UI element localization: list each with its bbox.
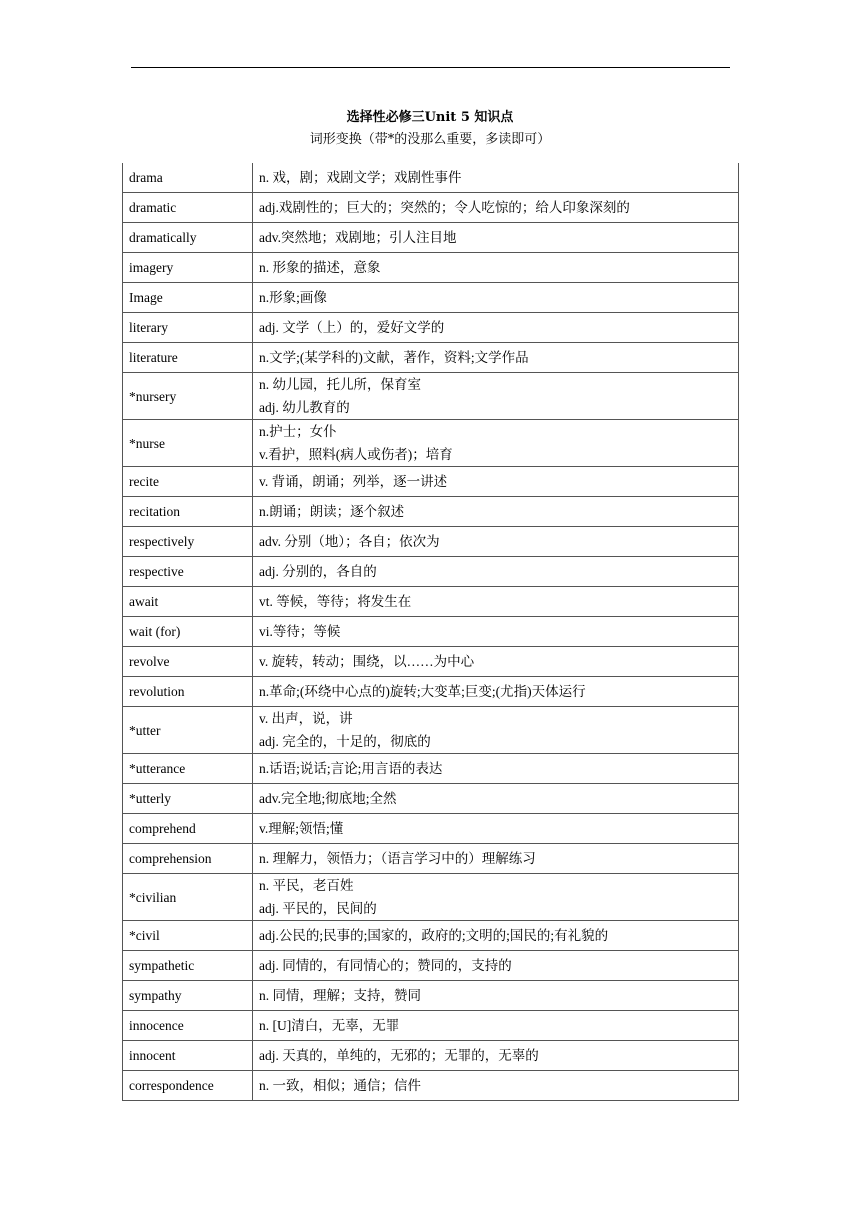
table-row bbox=[123, 921, 739, 951]
definition-line: n. 同情，理解；支持，赞同 bbox=[259, 988, 421, 1003]
word-cell: revolution bbox=[123, 677, 253, 707]
word-cell: recite bbox=[123, 467, 253, 497]
definition-line: adj. 文学（上）的，爱好文学的 bbox=[259, 320, 445, 335]
table-row bbox=[123, 163, 739, 193]
table-row bbox=[123, 981, 739, 1011]
table-row bbox=[123, 557, 739, 587]
definition-cell bbox=[253, 814, 739, 844]
word-cell: comprehend bbox=[123, 814, 253, 844]
definition-line: n. 幼儿园，托儿所，保育室 bbox=[259, 377, 421, 392]
vocabulary-table-body bbox=[123, 163, 739, 1101]
definition-cell bbox=[253, 497, 739, 527]
definition-line: v.理解;领悟;懂 bbox=[259, 821, 344, 836]
table-row bbox=[123, 420, 739, 467]
table-row bbox=[123, 814, 739, 844]
table-row bbox=[123, 497, 739, 527]
definition-cell bbox=[253, 223, 739, 253]
definition-line: vi.等待；等候 bbox=[259, 624, 341, 639]
document-title: 选择性必修三Unit 5 知识点 bbox=[346, 110, 514, 125]
word-cell: Image bbox=[123, 283, 253, 313]
definition-line: n. 形象的描述，意象 bbox=[259, 260, 381, 275]
table-row bbox=[123, 1041, 739, 1071]
word-cell: respective bbox=[123, 557, 253, 587]
definition-line: n. 理解力，领悟力；（语言学习中的）理解练习 bbox=[259, 851, 536, 866]
word-cell: *utter bbox=[123, 707, 253, 754]
definition-cell bbox=[253, 677, 739, 707]
table-row bbox=[123, 1011, 739, 1041]
definition-line: n. 一致，相似；通信；信件 bbox=[259, 1078, 421, 1093]
definition-line: n. 戏，剧；戏剧文学；戏剧性事件 bbox=[259, 170, 462, 185]
definition-cell bbox=[253, 313, 739, 343]
table-row bbox=[123, 707, 739, 754]
definition-cell bbox=[253, 874, 739, 921]
table-row bbox=[123, 587, 739, 617]
word-cell: sympathetic bbox=[123, 951, 253, 981]
header-rule bbox=[131, 67, 730, 68]
definition-line: adv.突然地；戏剧地；引人注目地 bbox=[259, 230, 457, 245]
definition-line: adj. 完全的，十足的，彻底的 bbox=[259, 734, 431, 749]
definition-line: adj.公民的;民事的;国家的，政府的;文明的;国民的;有礼貌的 bbox=[259, 928, 609, 943]
definition-cell bbox=[253, 163, 739, 193]
word-cell: comprehension bbox=[123, 844, 253, 874]
definition-line: n. [U]清白，无辜，无罪 bbox=[259, 1018, 400, 1033]
definition-cell bbox=[253, 921, 739, 951]
table-row bbox=[123, 193, 739, 223]
table-row bbox=[123, 313, 739, 343]
word-cell: innocence bbox=[123, 1011, 253, 1041]
word-cell: imagery bbox=[123, 253, 253, 283]
table-row bbox=[123, 677, 739, 707]
word-cell: innocent bbox=[123, 1041, 253, 1071]
definition-line: n.文学;(某学科的)文献，著作，资料;文学作品 bbox=[259, 350, 529, 365]
definition-cell bbox=[253, 467, 739, 497]
definition-cell bbox=[253, 587, 739, 617]
table-row bbox=[123, 283, 739, 313]
table-row bbox=[123, 784, 739, 814]
word-cell: literary bbox=[123, 313, 253, 343]
definition-line: v.看护，照料(病人或伤者)；培育 bbox=[259, 447, 453, 462]
definition-line: adv.完全地;彻底地;全然 bbox=[259, 791, 397, 806]
document-subtitle: 词形变换（带*的没那么重要，多读即可） bbox=[309, 132, 551, 147]
word-cell: recitation bbox=[123, 497, 253, 527]
word-cell: dramatic bbox=[123, 193, 253, 223]
definition-cell bbox=[253, 647, 739, 677]
definition-line: n. 平民，老百姓 bbox=[259, 878, 354, 893]
definition-cell bbox=[253, 527, 739, 557]
definition-cell bbox=[253, 617, 739, 647]
definition-line: v. 旋转，转动；围绕，以……为中心 bbox=[259, 654, 475, 669]
table-row bbox=[123, 373, 739, 420]
table-row bbox=[123, 1071, 739, 1101]
vocabulary-table bbox=[122, 163, 739, 1101]
word-cell: *nursery bbox=[123, 373, 253, 420]
table-row bbox=[123, 951, 739, 981]
table-row bbox=[123, 754, 739, 784]
table-row bbox=[123, 527, 739, 557]
word-cell: revolve bbox=[123, 647, 253, 677]
table-row bbox=[123, 467, 739, 497]
definition-cell bbox=[253, 1011, 739, 1041]
definition-cell bbox=[253, 844, 739, 874]
table-row bbox=[123, 874, 739, 921]
word-cell: wait (for) bbox=[123, 617, 253, 647]
definition-cell bbox=[253, 981, 739, 1011]
definition-cell bbox=[253, 1041, 739, 1071]
definition-line: n.革命;(环绕中心点的)旋转;大变革;巨变;(尤指)天体运行 bbox=[259, 684, 586, 699]
word-cell: *utterly bbox=[123, 784, 253, 814]
table-row bbox=[123, 844, 739, 874]
definition-line: vt. 等候，等待；将发生在 bbox=[259, 594, 412, 609]
word-cell: sympathy bbox=[123, 981, 253, 1011]
table-row bbox=[123, 253, 739, 283]
definition-line: n.话语;说话;言论;用言语的表达 bbox=[259, 761, 443, 776]
word-cell: respectively bbox=[123, 527, 253, 557]
definition-cell bbox=[253, 784, 739, 814]
definition-line: adj.戏剧性的；巨大的；突然的；令人吃惊的；给人印象深刻的 bbox=[259, 200, 630, 215]
definition-line: adj. 同情的，有同情心的；赞同的，支持的 bbox=[259, 958, 512, 973]
table-row bbox=[123, 343, 739, 373]
definition-cell bbox=[253, 707, 739, 754]
definition-line: adj. 天真的，单纯的，无邪的；无罪的，无辜的 bbox=[259, 1048, 539, 1063]
definition-cell bbox=[253, 420, 739, 467]
word-cell: correspondence bbox=[123, 1071, 253, 1101]
definition-cell bbox=[253, 373, 739, 420]
definition-line: v. 出声，说，讲 bbox=[259, 711, 353, 726]
definition-line: n.形象;画像 bbox=[259, 290, 327, 305]
word-cell: await bbox=[123, 587, 253, 617]
word-cell: *utterance bbox=[123, 754, 253, 784]
definition-line: v. 背诵，朗诵；列举，逐一讲述 bbox=[259, 474, 448, 489]
definition-cell bbox=[253, 1071, 739, 1101]
word-cell: drama bbox=[123, 163, 253, 193]
word-cell: *nurse bbox=[123, 420, 253, 467]
definition-cell bbox=[253, 253, 739, 283]
definition-line: adj. 平民的，民间的 bbox=[259, 901, 377, 916]
word-cell: dramatically bbox=[123, 223, 253, 253]
table-row bbox=[123, 617, 739, 647]
definition-cell bbox=[253, 193, 739, 223]
definition-cell bbox=[253, 343, 739, 373]
word-cell: *civil bbox=[123, 921, 253, 951]
definition-line: adj. 分别的，各自的 bbox=[259, 564, 377, 579]
definition-line: n.朗诵；朗读；逐个叙述 bbox=[259, 504, 405, 519]
definition-line: adv. 分别（地）；各自；依次为 bbox=[259, 534, 440, 549]
definition-line: adj. 幼儿教育的 bbox=[259, 400, 350, 415]
definition-cell bbox=[253, 283, 739, 313]
table-row bbox=[123, 223, 739, 253]
definition-cell bbox=[253, 951, 739, 981]
definition-cell bbox=[253, 754, 739, 784]
definition-line: n.护士；女仆 bbox=[259, 424, 337, 439]
word-cell: *civilian bbox=[123, 874, 253, 921]
table-row bbox=[123, 647, 739, 677]
definition-cell bbox=[253, 557, 739, 587]
word-cell: literature bbox=[123, 343, 253, 373]
